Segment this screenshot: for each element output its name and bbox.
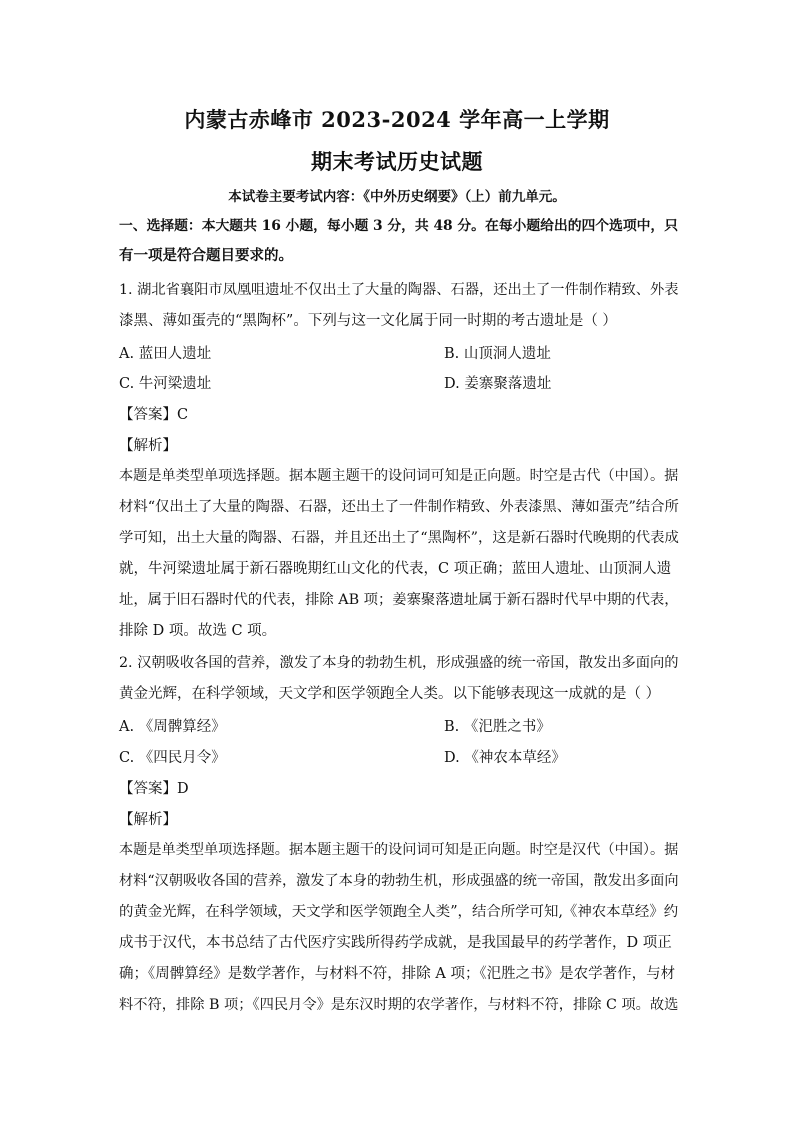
q1-analysis-line: 排除 D 项。故选 C 项。 — [119, 623, 277, 639]
q1-stem-line2: 漆黑、薄如蛋壳的“黑陶杯”。下列与这一文化属于同一时期的考古遗址是（ ） — [119, 313, 617, 329]
q1-analysis-line: 材料“仅出土了大量的陶器、石器，还出土了一件制作精致、外表漆黑、薄如蛋壳”结合所 — [119, 499, 679, 515]
q1-answer: 【答案】C — [119, 407, 189, 423]
q1-stem-line1: 1. 湖北省襄阳市凤凰咀遗址不仅出土了大量的陶器、石器，还出土了一件制作精致、外表 — [119, 282, 679, 298]
exam-title-line2: 期末考试历史试题 — [311, 149, 483, 174]
q1-analysis-line: 就，牛河梁遗址属于新石器晚期红山文化的代表，C 项正确；蓝田人遗址、山顶洞人遗 — [119, 561, 672, 577]
q1-option-b: B. 山顶洞人遗址 — [444, 346, 551, 362]
section-instructions-line2: 有一项是符合题目要求的。 — [119, 247, 293, 264]
q2-analysis-line: 料不符，排除 B 项；《四民月令》是东汉时期的农学著作，与材料不符，排除 C 项。故选 — [119, 997, 679, 1013]
q2-option-a: A. 《周髀算经》 — [119, 719, 226, 735]
q2-analysis-line: 成书于汉代，本书总结了古代医疗实践所得药学成就，是我国最早的药学著作，D 项正 — [119, 935, 672, 951]
q2-stem-line1: 2. 汉朝吸收各国的营养，激发了本身的勃勃生机，形成强盛的统一帝国，散发出多面向的 — [119, 655, 679, 671]
q1-analysis-line: 本题是单类型单项选择题。据本题主题干的设问词可知是正向题。时空是古代（中国）。据 — [119, 468, 679, 484]
q2-stem-line2: 黄金光辉，在科学领域，天文学和医学领跑全人类。以下能够表现这一成就的是（ ） — [119, 686, 661, 702]
q1-analysis-line: 学可知，出土大量的陶器、石器，并且还出土了“黑陶杯”，这是新石器时代晚期的代表成 — [119, 530, 679, 546]
q2-analysis-line: 本题是单类型单项选择题。据本题主题干的设问词可知是正向题。时空是汉代（中国）。据 — [119, 842, 679, 858]
exam-scope-note: 本试卷主要考试内容：《中外历史纲要》（上）前九单元。 — [228, 189, 566, 205]
q1-option-a: A. 蓝田人遗址 — [119, 346, 212, 362]
q2-answer: 【答案】D — [119, 781, 189, 797]
q1-option-d: D. 姜寨聚落遗址 — [444, 376, 552, 392]
q1-analysis-label: 【解析】 — [119, 438, 177, 454]
q1-option-c: C. 牛河梁遗址 — [119, 376, 212, 392]
q1-analysis-line: 址，属于旧石器时代的代表，排除 AB 项；姜寨聚落遗址属于新石器时代早中期的代表， — [119, 592, 679, 608]
q2-option-c: C. 《四民月令》 — [119, 750, 226, 766]
q2-analysis-label: 【解析】 — [119, 812, 177, 828]
q2-option-d: D. 《神农本草经》 — [444, 750, 566, 766]
q2-analysis-line: 材料“汉朝吸收各国的营养，激发了本身的勃勃生机，形成强盛的统一帝国，散发出多面向 — [119, 873, 679, 889]
q2-option-b: B. 《汜胜之书》 — [444, 719, 551, 735]
q2-analysis-line: 的黄金光辉，在科学领域，天文学和医学领跑全人类”，结合所学可知,《神农本草经》约 — [119, 904, 679, 920]
section-instructions-line1: 一、选择题：本大题共 16 小题，每小题 3 分，共 48 分。在每小题给出的四个选项中，只 — [119, 218, 678, 234]
exam-title-line1: 内蒙古赤峰市 2023-2024 学年高一上学期 — [184, 107, 610, 132]
q2-analysis-line: 确；《周髀算经》是数学著作，与材料不符，排除 A 项；《汜胜之书》是农学著作，与材 — [119, 966, 676, 982]
